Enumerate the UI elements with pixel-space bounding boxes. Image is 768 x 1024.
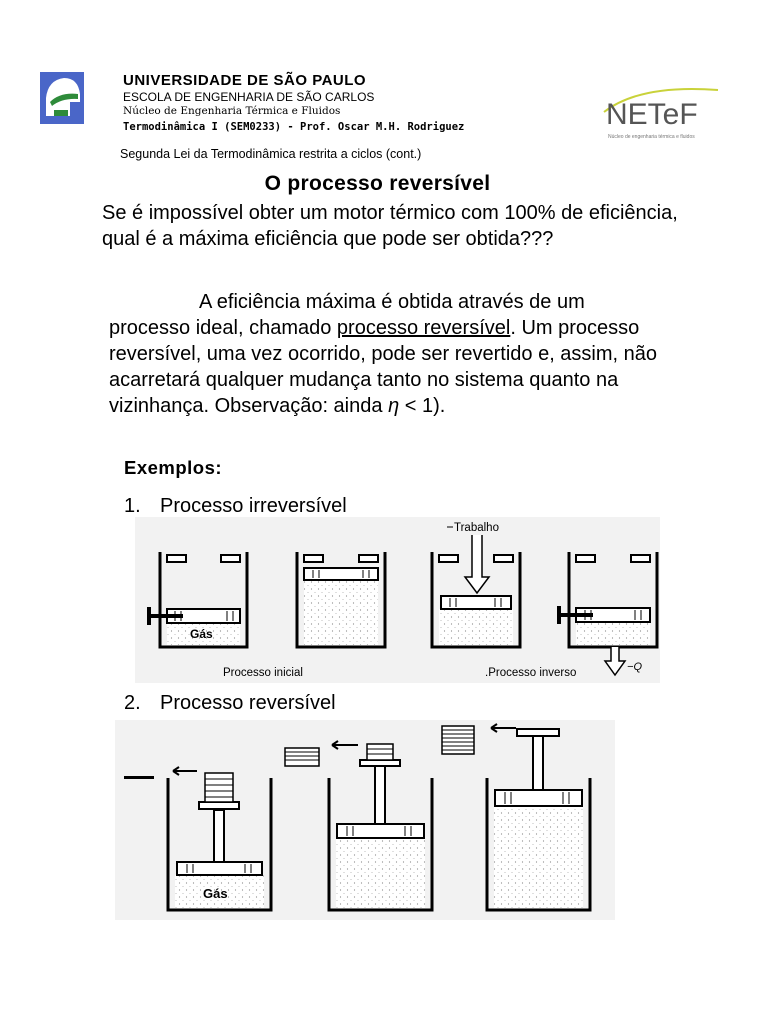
list-item — [124, 692, 336, 715]
item-label: Processo reversível — [160, 692, 336, 714]
school-name: ESCOLA DE ENGENHARIA DE SÃO CARLOS — [123, 90, 375, 104]
netef-logo — [600, 82, 730, 148]
slide-title: O processo reversível — [264, 172, 491, 195]
reversible-process-term: processo reversível — [336, 317, 511, 339]
list-item — [124, 495, 347, 518]
gas-label: Gás — [190, 627, 213, 641]
paragraph-part2: . Um processo reversível, uma vez ocorrido, pode ser revertido e, assim, não acarretará qualquer mudança tanto no sistema quanto na vizinhança. Observação: ainda — [109, 317, 658, 417]
heat-label: −Q — [627, 661, 642, 673]
eta-symbol: η — [388, 395, 400, 417]
usp-logo — [40, 72, 84, 124]
inverse-process-label: .Processo inverso — [485, 667, 577, 679]
slide-subtitle: Segunda Lei da Termodinâmica restrita a ciclos (cont.) — [120, 147, 422, 161]
gas-label: Gás — [203, 886, 228, 901]
paragraph-part3: < 1). — [399, 395, 446, 417]
item-number: 2. — [124, 692, 141, 714]
examples-heading: Exemplos: — [124, 457, 223, 478]
item-label: Processo irreversível — [160, 495, 347, 517]
netef-logo-text: NETeF — [606, 98, 698, 131]
question-text: Se é impossível obter um motor térmico com 100% de eficiência, qual é a máxima eficiência que pode ser obtida??? — [102, 202, 678, 250]
nucleus-name: Núcleo de Engenharia Térmica e Fluidos — [123, 105, 341, 117]
reversible-process-figure — [115, 720, 615, 920]
netef-logo-caption: Núcleo de engenharia térmica e fluidos — [608, 134, 695, 140]
course-info: Termodinâmica I (SEM0233) - Prof. Oscar M.H. Rodriguez — [123, 121, 465, 133]
university-name: UNIVERSIDADE DE SÃO PAULO — [123, 72, 367, 89]
work-label: Trabalho — [454, 522, 499, 534]
irreversible-process-figure — [135, 517, 660, 683]
initial-process-label: Processo inicial — [223, 667, 303, 679]
paragraph-part1: A eficiência máxima é obtida através de um processo ideal, chamado — [109, 291, 585, 339]
item-number: 1. — [124, 495, 141, 517]
definition-paragraph — [109, 289, 664, 419]
